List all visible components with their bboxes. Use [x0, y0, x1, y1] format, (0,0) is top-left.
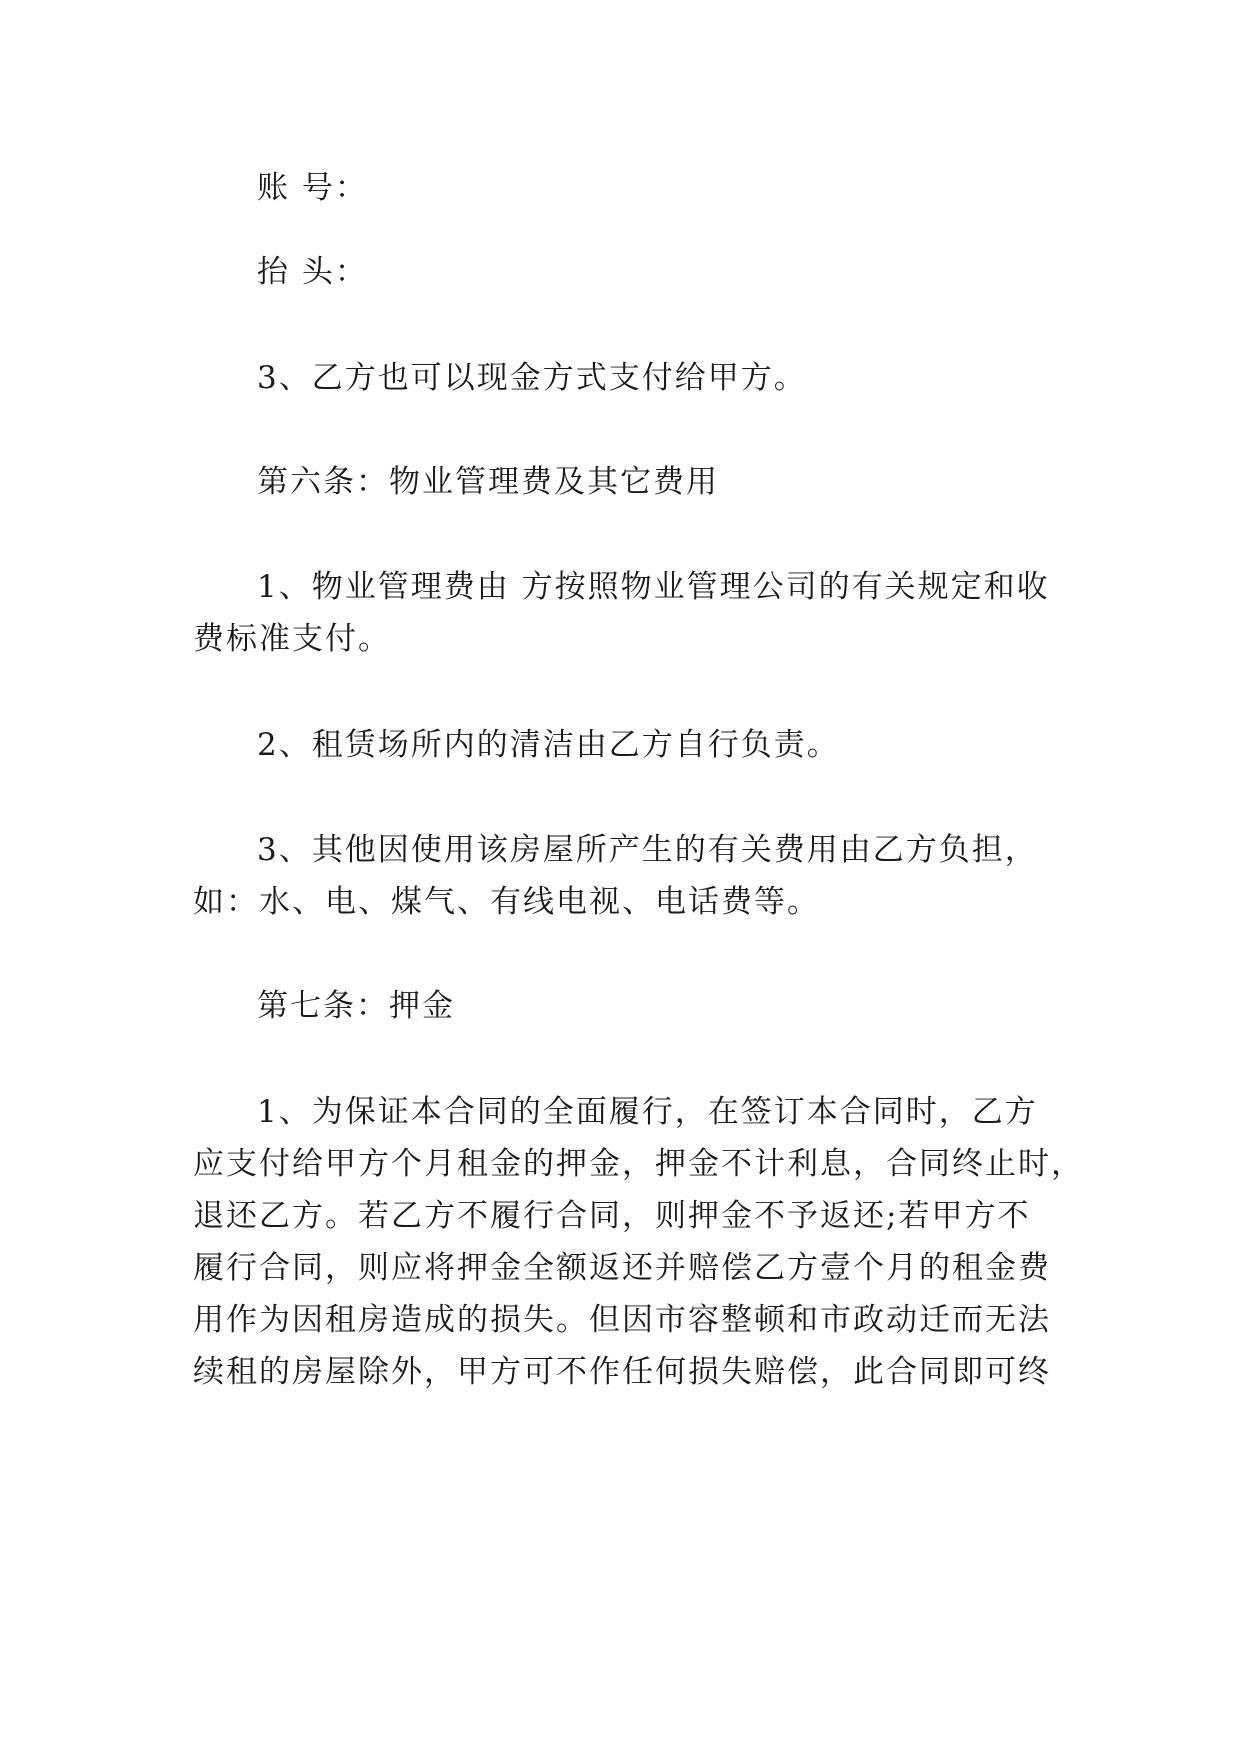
article-6-item-3-line-2: 如：水、电、煤气、有线电视、电话费等。 — [193, 884, 820, 920]
article-6-title: 第六条：物业管理费及其它费用 — [257, 464, 719, 500]
article-6-item-1-line-2: 费标准支付。 — [193, 621, 391, 657]
article-7-item-1-line-4: 履行合同，则应将押金全额返还并赔偿乙方壹个月的租金费 — [193, 1250, 1051, 1286]
article-6-item-3-line-1: 3、其他因使用该房屋所产生的有关费用由乙方负担， — [257, 832, 1038, 868]
article-7-item-1-line-2: 应支付给甲方个月租金的押金，押金不计利息，合同终止时， — [193, 1146, 1084, 1182]
article-7-item-1-line-6: 续租的房屋除外，甲方可不作任何损失赔偿，此合同即可终 — [193, 1354, 1051, 1390]
header-label: 抬 头： — [257, 254, 368, 290]
account-number-label: 账 号： — [257, 170, 368, 206]
article-6-item-2: 2、租赁场所内的清洁由乙方自行负责。 — [257, 727, 840, 763]
article-7-item-1-line-3: 退还乙方。若乙方不履行合同，则押金不予返还;若甲方不 — [193, 1198, 1031, 1234]
article-7-item-1-line-5: 用作为因租房造成的损失。但因市容整顿和市政动迁而无法 — [193, 1302, 1051, 1338]
article-7-item-1-line-1: 1、为保证本合同的全面履行，在签订本合同时，乙方 — [257, 1094, 1038, 1130]
payment-clause-3: 3、乙方也可以现金方式支付给甲方。 — [257, 360, 807, 396]
article-7-title: 第七条：押金 — [257, 988, 455, 1024]
article-6-item-1-line-1: 1、物业管理费由 方按照物业管理公司的有关规定和收 — [257, 569, 1050, 605]
